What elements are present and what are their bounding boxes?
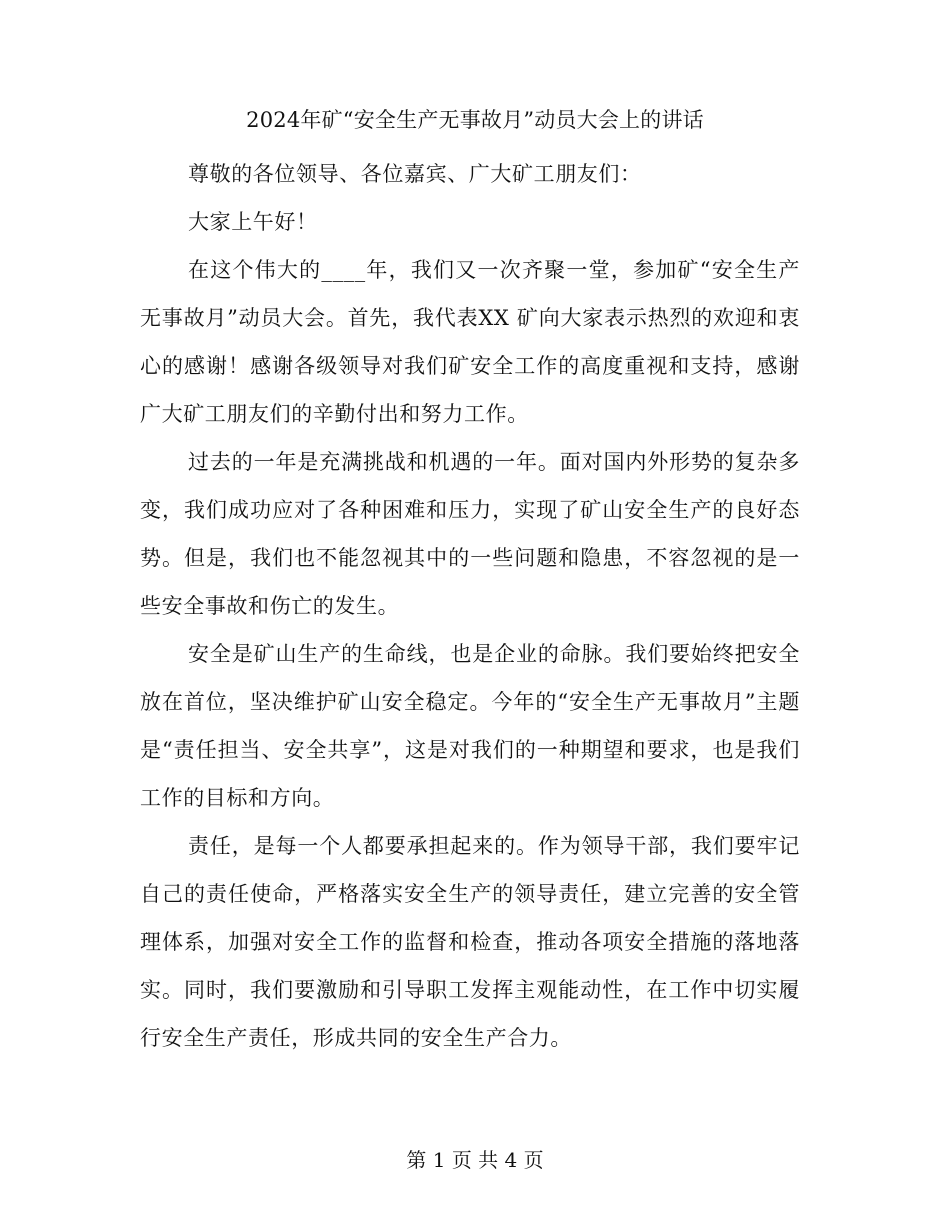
body-paragraph: 过去的一年是充满挑战和机遇的一年。面对国内外形势的复杂多变，我们成功应对了各种困难和压力，实现了矿山安全生产的良好态势。但是，我们也不能忽视其中的一些问题和隐患，不容忽视的是一些安全事故和伤亡的发生。 bbox=[140, 450, 800, 618]
body-paragraph: 安全是矿山生产的生命线，也是企业的命脉。我们要始终把安全放在首位，坚决维护矿山安全稳定。今年的“安全生产无事故月”主题是“责任担当、安全共享”，这是对我们的一种期望和要求，也是我们工作的目标和方向。 bbox=[140, 642, 800, 810]
document-title: 2024年矿“安全生产无事故月”动员大会上的讲话 bbox=[246, 108, 704, 132]
salutation-paragraph: 尊敬的各位领导、各位嘉宾、广大矿工朋友们： bbox=[188, 162, 642, 186]
page-footer bbox=[0, 1146, 950, 1174]
greeting-paragraph: 大家上午好！ bbox=[188, 210, 318, 234]
page-number-label: 第 1 页 共 4 页 bbox=[406, 1148, 544, 1172]
body-paragraph: 责任，是每一个人都要承担起来的。作为领导干部，我们要牢记自己的责任使命，严格落实安全生产的领导责任，建立完善的安全管理体系，加强对安全工作的监督和检查，推动各项安全措施的落地落实。同时，我们要激励和引导职工发挥主观能动性，在工作中切实履行安全生产责任，形成共同的安全生产合力。 bbox=[140, 834, 800, 1050]
document-body bbox=[140, 150, 800, 1062]
body-paragraph: 在这个伟大的____年，我们又一次齐聚一堂，参加矿“安全生产无事故月”动员大会。首先，我代表XX 矿向大家表示热烈的欢迎和衷心的感谢！感谢各级领导对我们矿安全工作的高度重视和支持，感谢广大矿工朋友们的辛勤付出和努力工作。 bbox=[140, 258, 800, 426]
